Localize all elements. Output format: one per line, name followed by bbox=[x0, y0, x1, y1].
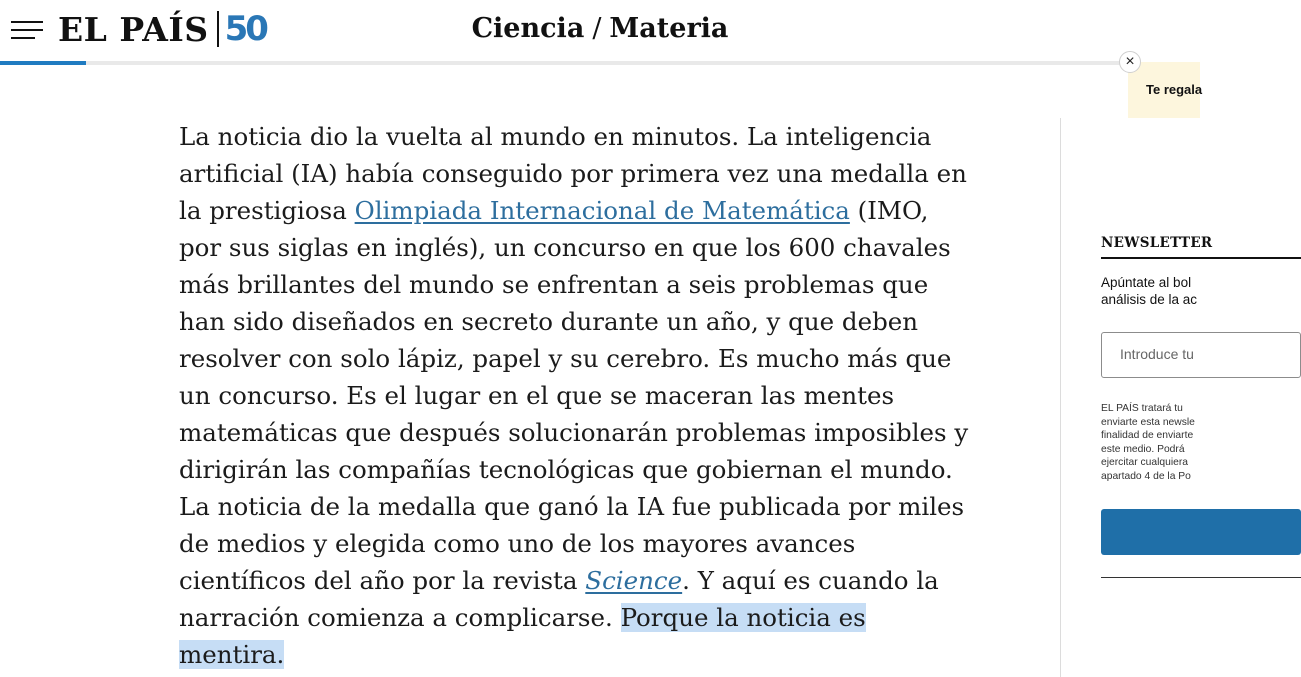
article-body bbox=[179, 118, 969, 673]
legal-line: EL PAÍS tratará tu bbox=[1101, 403, 1183, 414]
site-header bbox=[0, 0, 1200, 62]
email-field[interactable]: Introduce tu bbox=[1101, 332, 1301, 378]
legal-line: enviarte esta newsle bbox=[1101, 416, 1195, 428]
science-link[interactable]: Science bbox=[585, 566, 683, 595]
newsletter-legal-text bbox=[1101, 402, 1195, 483]
section-breadcrumb bbox=[0, 9, 1200, 49]
paragraph-text: . Y aquí es cuando la narración comienza a complicarse. bbox=[179, 566, 939, 632]
newsletter-title-rule bbox=[1101, 257, 1301, 259]
promo-banner[interactable] bbox=[1128, 62, 1203, 118]
promo-text: Te regala bbox=[1146, 82, 1203, 97]
anniversary-badge: 50 bbox=[224, 9, 266, 49]
legal-line: finalidad de enviarte bbox=[1101, 430, 1194, 441]
reading-progress-fill bbox=[0, 61, 86, 65]
imo-link[interactable]: Olimpiada Internacional de Matemática bbox=[354, 196, 850, 225]
article-paragraph bbox=[179, 118, 969, 673]
sidebar-divider bbox=[1060, 118, 1061, 677]
legal-line: este medio. Podrá bbox=[1101, 443, 1185, 455]
newsletter-desc-line: Apúntate al bol bbox=[1101, 275, 1192, 290]
legal-line: apartado 4 de la Po bbox=[1101, 470, 1191, 482]
newsletter-desc-line: análisis de la ac bbox=[1101, 292, 1198, 307]
reading-progress-bar bbox=[0, 61, 1120, 65]
breadcrumb-separator: / bbox=[592, 13, 602, 44]
subscribe-button[interactable] bbox=[1101, 509, 1301, 555]
newsletter-widget bbox=[1101, 230, 1213, 677]
section-link[interactable]: Ciencia bbox=[471, 13, 585, 44]
newsletter-title: NEWSLETTER bbox=[1101, 235, 1213, 251]
newsletter-bottom-rule bbox=[1101, 577, 1301, 578]
highlighted-text: Porque la noticia es mentira. bbox=[179, 603, 866, 669]
paragraph-text: (IMO, por sus siglas en inglés), un concurso en que los 600 chavales más brillantes del mundo se enfrentan a seis problemas que han sido diseñados en secreto durante un año, y que deben resolver con solo lápiz, papel y su cerebro. Es mucho más que un concurso. Es el lugar en el que se maceran las mentes matemáticas que después solucionarán problemas imposibles y dirigirán las compañías tecnológicas que gobiernan el mundo. La noticia de la medalla que ganó la IA fue publicada por miles de medios y elegida como uno de los mayores avances científicos del año por la revista bbox=[179, 196, 969, 595]
close-icon[interactable]: × bbox=[1119, 51, 1141, 73]
logo-text: EL PAÍS bbox=[58, 9, 209, 49]
newsletter-description bbox=[1101, 274, 1197, 308]
legal-line: ejercitar cualquiera bbox=[1101, 457, 1188, 468]
subsection-link[interactable]: Materia bbox=[609, 13, 729, 44]
paragraph-text: La noticia dio la vuelta al mundo en minutos. La inteligencia artificial (IA) había conseguido por primera vez una medalla en la prestigiosa bbox=[179, 122, 967, 225]
